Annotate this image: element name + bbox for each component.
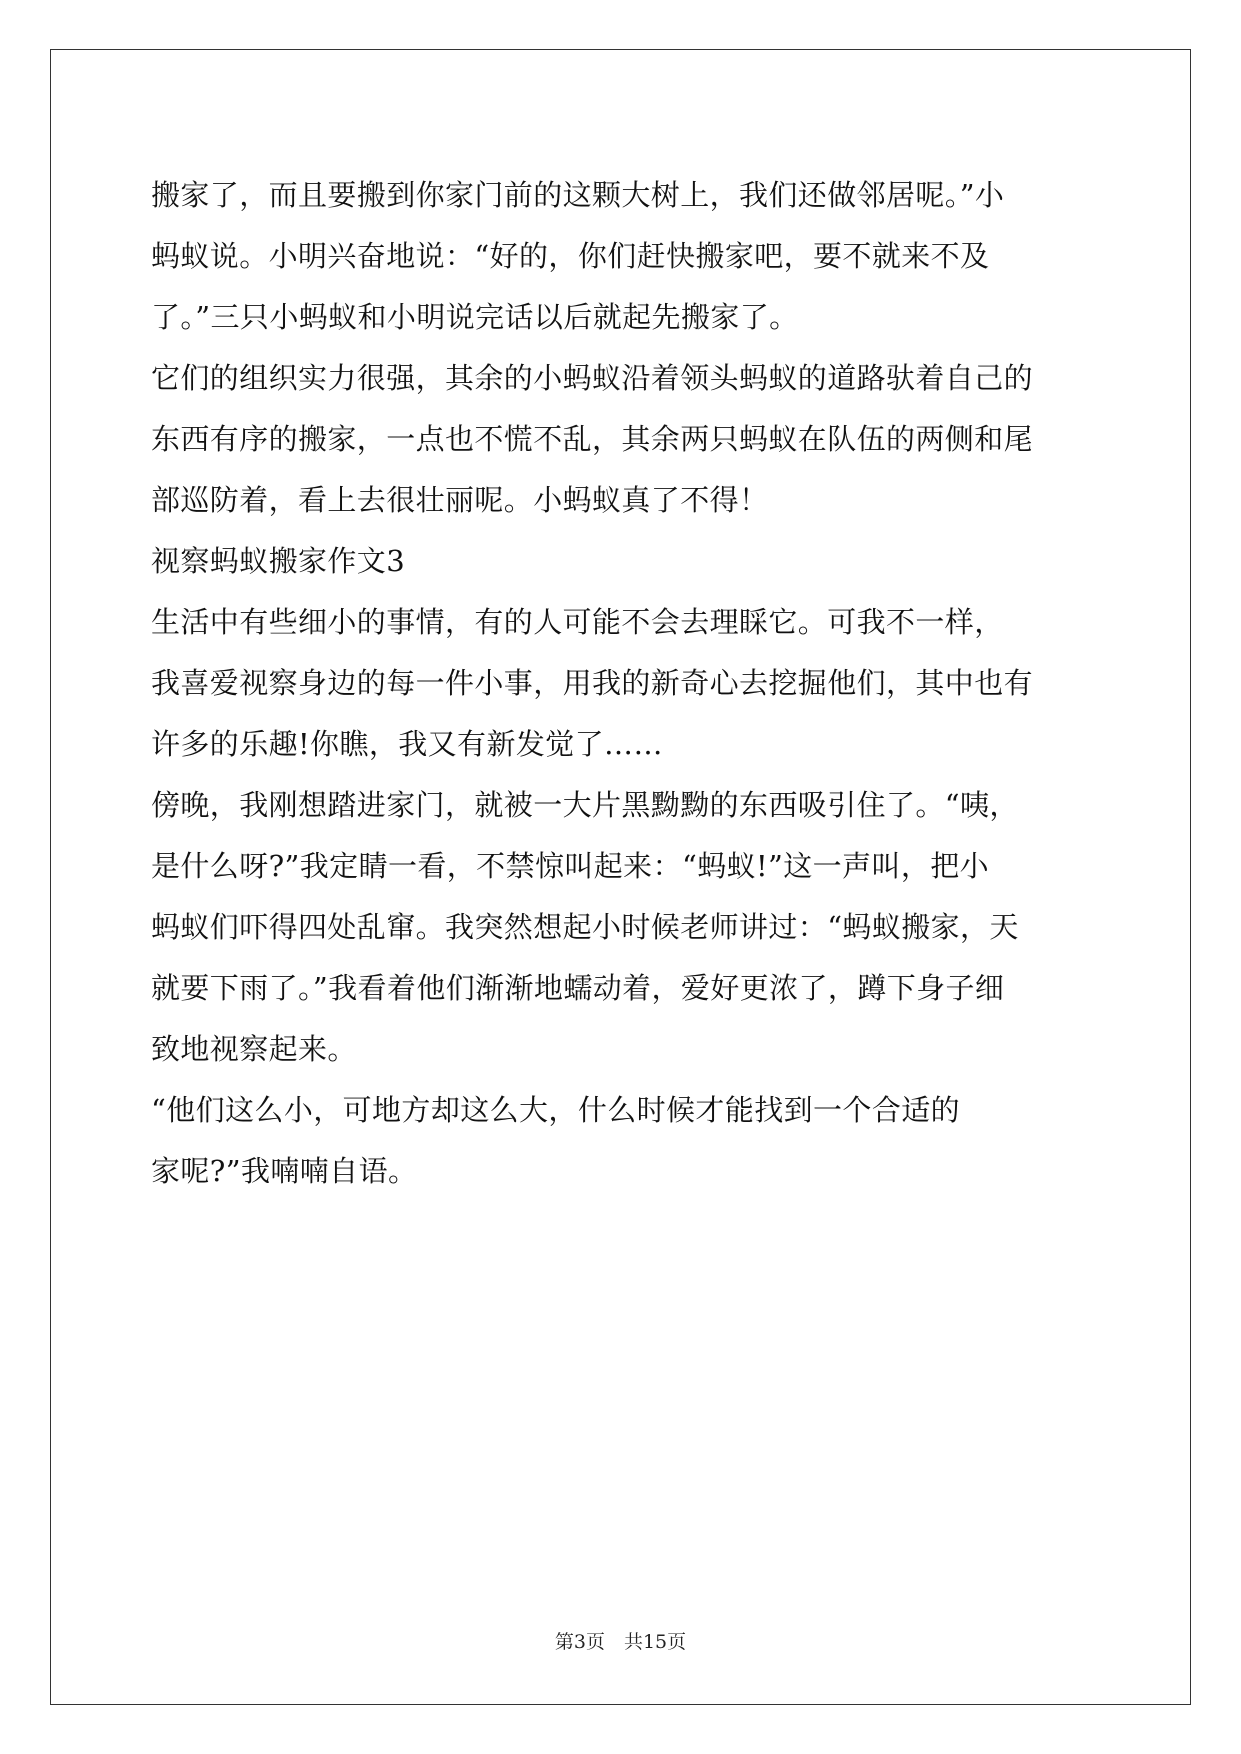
text-line: “他们这么小，可地方却这么大，什么时候才能找到一个合适的	[151, 1093, 961, 1127]
text-line: 许多的乐趣!你瞧，我又有新发觉了……	[151, 727, 663, 761]
text-line: 生活中有些细小的事情，有的人可能不会去理睬它。可我不一样，	[151, 605, 1004, 639]
text-line: 是什么呀?”我定睛一看，不禁惊叫起来：“蚂蚁!”这一声叫，把小	[151, 849, 990, 883]
text-line: 部巡防着，看上去很壮丽呢。小蚂蚁真了不得！	[151, 483, 769, 517]
section-heading: 视察蚂蚁搬家作文3	[151, 544, 406, 578]
text-line: 了。”三只小蚂蚁和小明说完话以后就起先搬家了。	[151, 300, 799, 334]
page-footer: 第3页 共15页	[554, 1631, 687, 1653]
document-body	[151, 165, 1091, 1202]
text-line: 它们的组织实力很强，其余的小蚂蚁沿着领头蚂蚁的道路驮着自己的	[151, 361, 1034, 395]
text-line: 致地视察起来。	[151, 1032, 357, 1066]
text-line: 蚂蚁说。小明兴奋地说：“好的，你们赶快搬家吧，要不就来不及	[151, 239, 990, 273]
text-line: 我喜爱视察身边的每一件小事，用我的新奇心去挖掘他们，其中也有	[151, 666, 1034, 700]
text-line: 东西有序的搬家，一点也不慌不乱，其余两只蚂蚁在队伍的两侧和尾	[151, 422, 1034, 456]
text-line: 就要下雨了。”我看着他们渐渐地蠕动着，爱好更浓了，蹲下身子细	[151, 971, 1005, 1005]
text-line: 傍晚，我刚想踏进家门，就被一大片黑黝黝的东西吸引住了。“咦，	[151, 788, 1019, 822]
text-line: 搬家了，而且要搬到你家门前的这颗大树上，我们还做邻居呢。”小	[151, 178, 1005, 212]
text-line: 家呢?”我喃喃自语。	[151, 1154, 418, 1188]
text-line: 蚂蚁们吓得四处乱窜。我突然想起小时候老师讲过：“蚂蚁搬家，天	[151, 910, 1019, 944]
